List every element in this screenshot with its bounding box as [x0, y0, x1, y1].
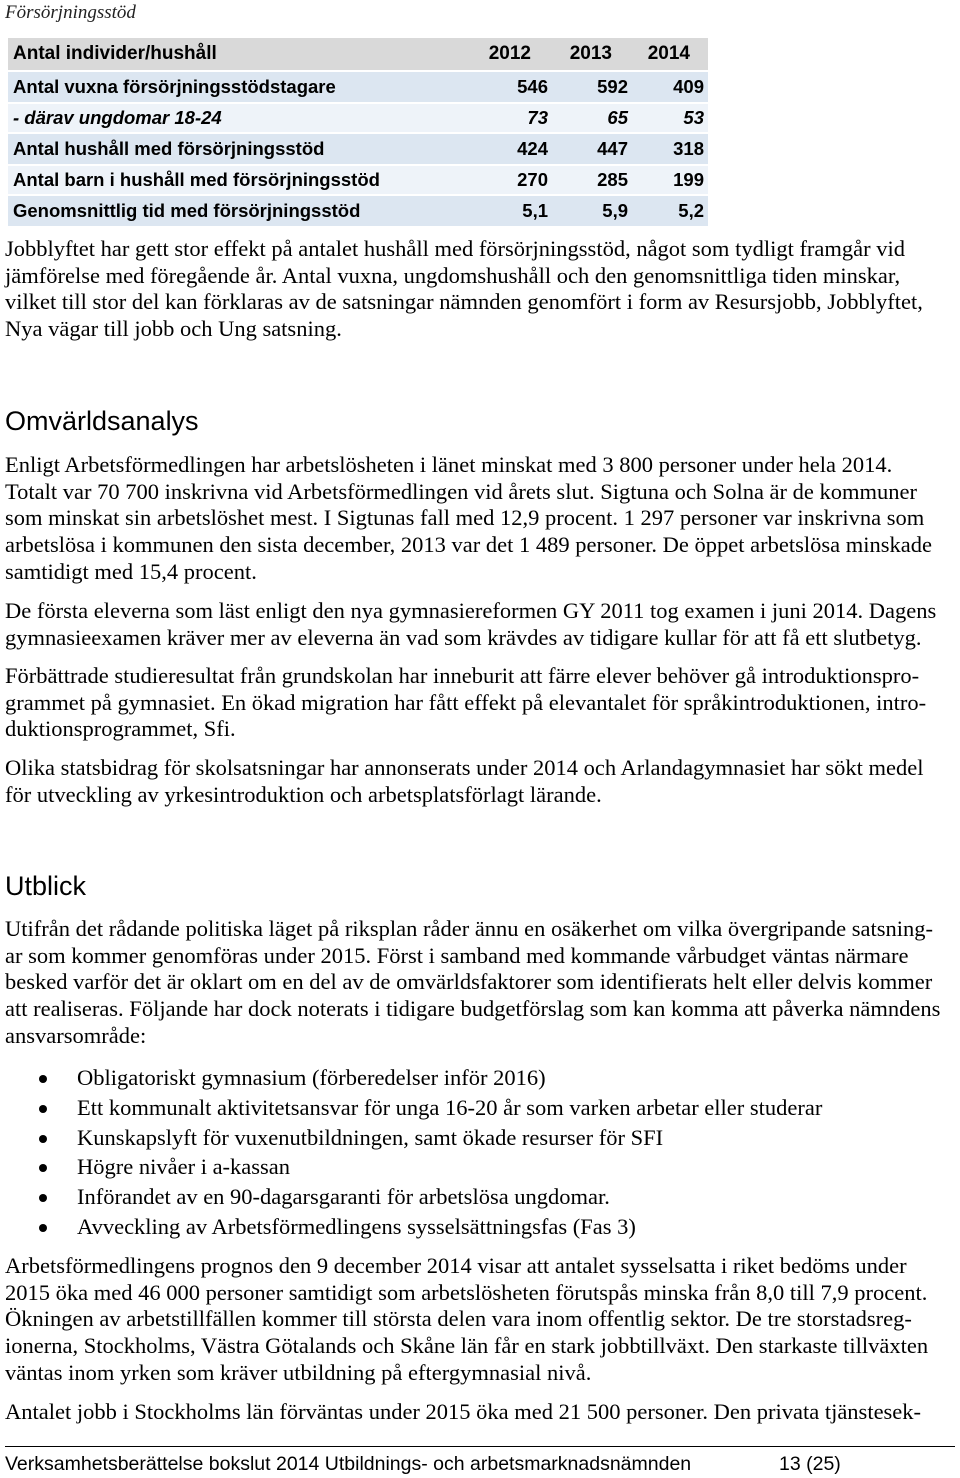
table-header-year: 2012: [488, 43, 531, 64]
omvarld-paragraph: [5, 663, 955, 743]
section-heading-omvarldsanalys: Omvärldsanalys: [5, 406, 199, 436]
utblick-paragraph: [5, 1253, 955, 1386]
list-item-text: Avveckling av Arbetsförmedlingens sysselsättningsfas (Fas 3): [77, 1213, 636, 1239]
paragraph-line: Ökningen av arbetstillfällen kommer till största delen vara inom offentlig sektor. De tre storstadsreg-: [5, 1306, 912, 1332]
paragraph-line: Antalet jobb i Stockholms län förväntas under 2015 öka med 21 500 personer. Den privata tjänstesek-: [5, 1399, 922, 1424]
list-item: [0, 1212, 960, 1242]
paragraph-line: Förbättrade studieresultat från grundskolan har inneburit att färre elever behöver gå introduktionspro-: [5, 663, 920, 688]
table-cell: 270: [517, 169, 548, 190]
table-row: [8, 166, 708, 196]
table-row-label: Antal vuxna försörjningsstödstagare: [13, 76, 336, 97]
table-cell: 318: [673, 138, 704, 159]
paragraph-line: Enligt Arbetsförmedlingen har arbetslösheten i länet minskat med 3 800 personer under hela 2014.: [5, 452, 893, 477]
paragraph-line: arbetslösa i kommunen den sista december, 2013 var det 1 489 personer. De öppet arbetslösa minskade: [5, 532, 932, 558]
list-item-text: Ett kommunalt aktivitetsansvar för unga 16-20 år som varken arbetar eller studerar: [77, 1094, 823, 1120]
paragraph-line: De första eleverna som läst enligt den nya gymnasiereformen GY 2011 tog examen i juni 2014. Dagens: [5, 598, 937, 623]
table-cell: 73: [527, 107, 548, 128]
utblick-paragraph: [5, 1399, 955, 1426]
table-cell: 5,1: [522, 200, 548, 221]
paragraph-line: som minskat sin arbetslöshet mest. I Sigtunas fall med 12,9 procent. 1 297 personer var inskrivna som: [5, 505, 925, 531]
bullet-icon: [39, 1194, 47, 1202]
list-item: [0, 1182, 960, 1212]
bullet-icon: [39, 1075, 47, 1083]
bullet-list: [0, 1063, 960, 1242]
list-item-text: Obligatoriskt gymnasium (förberedelser inför 2016): [77, 1065, 546, 1090]
table-row: [8, 196, 708, 226]
paragraph-line: ar som kommer genomföras under 2015. Först i samband med kommande vårbudget väntas närmare: [5, 942, 909, 968]
table-cell: 546: [517, 76, 548, 97]
paragraph-line: Totalt var 70 700 inskrivna vid Arbetsförmedlingen vid årets slut. Sigtuna och Solna är de kommuner: [5, 478, 918, 504]
paragraph-line: Utifrån det rådande politiska läget på riksplan råder ännu en osäkerhet om vilka övergripande satsning-: [5, 916, 934, 941]
paragraph-line: samtidigt med 15,4 procent.: [5, 558, 257, 584]
section-heading-utblick: Utblick: [5, 871, 87, 901]
list-item: [0, 1123, 960, 1153]
table-header-row: [8, 38, 708, 72]
omvarld-paragraph: [5, 755, 955, 808]
paragraph-line: Jobblyftet har gett stor effekt på antalet hushåll med försörjningsstöd, något som tydligt framgår vid: [5, 236, 906, 261]
income-support-table: [8, 38, 708, 226]
list-item: [0, 1152, 960, 1182]
table-cell: 5,9: [602, 200, 628, 221]
table-row-label: Antal hushåll med försörjningsstöd: [13, 138, 325, 159]
paragraph-line: besked varför det är oklart om en del av de omvärldsfaktorer som identifierats helt eller delvis kommer: [5, 969, 933, 995]
table-cell: 424: [517, 138, 548, 159]
table-cell: 409: [673, 76, 704, 97]
paragraph-line: väntas inom yrken som kräver utbildning på eftergymnasial nivå.: [5, 1359, 592, 1385]
list-item-text: Kunskapslyft för vuxenutbildningen, samt ökade resurser för SFI: [77, 1124, 664, 1150]
table-cell: 592: [597, 76, 628, 97]
bullet-icon: [39, 1105, 47, 1113]
paragraph-line: vilket till stor del kan förklaras av de satsningar nämnden genomfört i form av Resursjobb, Jobblyftet,: [5, 289, 923, 315]
table-cell: 53: [683, 107, 704, 128]
list-item-text: Högre nivåer i a-kassan: [77, 1154, 291, 1180]
utblick-paragraph: [5, 916, 955, 1049]
table-cell: 199: [673, 169, 704, 190]
omvarld-paragraph: [5, 452, 955, 585]
paragraph-line: Nya vägar till jobb och Ung satsning.: [5, 316, 342, 342]
paragraph-line: jämförelse med föregående år. Antal vuxna, ungdomshushåll och den genomsnittliga tiden minskar,: [5, 262, 901, 288]
table-cell: 5,2: [678, 200, 704, 221]
table-cell: 447: [597, 138, 628, 159]
bullet-icon: [39, 1224, 47, 1232]
paragraph-line: ansvarsområde:: [5, 1022, 147, 1048]
list-item: [0, 1093, 960, 1123]
running-header-title: Försörjningsstöd: [5, 2, 136, 23]
paragraph-line: att realiseras. Följande har dock noterats i tidigare budgetförslag som kan komma att påverka nämndens: [5, 996, 941, 1022]
paragraph-line: grammet på gymnasiet. En ökad migration har fått effekt på elevantalet för språkintroduktionen, intro-: [5, 689, 927, 715]
table-cell: 65: [607, 107, 628, 128]
table-row-label: - därav ungdomar 18-24: [13, 107, 222, 128]
bullet-icon: [39, 1164, 47, 1172]
paragraph-line: 2015 öka med 46 000 personer samtidigt som arbetslösheten förutspås minska från 8,0 till 7,9 procent.: [5, 1279, 928, 1305]
paragraph-line: Arbetsförmedlingens prognos den 9 december 2014 visar att antalet sysselsatta i riket bedöms under: [5, 1253, 907, 1278]
table-header-year: 2013: [569, 43, 612, 64]
bullet-icon: [39, 1135, 47, 1143]
table-row: [8, 104, 708, 134]
table-row: [8, 134, 708, 166]
list-item-text: Införandet av en 90-dagarsgaranti för arbetslösa ungdomar.: [77, 1184, 610, 1210]
paragraph-line: gymnasieexamen kräver mer av eleverna än vad som krävdes av tidigare kullar för att få ett slutbetyg.: [5, 624, 922, 650]
paragraph-line: Olika statsbidrag för skolsatsningar har annonserats under 2014 och Arlandagymnasiet har sökt medel: [5, 755, 924, 780]
table-header-label: Antal individer/hushåll: [13, 43, 217, 64]
paragraph-line: ionerna, Stockholms, Västra Götalands och Skåne län får en stark jobbtillväxt. Den starkaste tillväxten: [5, 1333, 929, 1359]
paragraph-line: duktionsprogrammet, Sfi.: [5, 716, 236, 742]
footer-divider: [5, 1446, 955, 1447]
intro-paragraph: [5, 236, 955, 343]
paragraph-line: för utveckling av yrkesintroduktion och arbetsplatsförlagt lärande.: [5, 781, 602, 807]
footer-document-title: Verksamhetsberättelse bokslut 2014 Utbildnings- och arbetsmarknadsnämnden: [5, 1453, 692, 1475]
table-row-label: Antal barn i hushåll med försörjningsstöd: [13, 169, 380, 190]
table-cell: 285: [597, 169, 628, 190]
table-header-year: 2014: [647, 43, 690, 64]
footer-page-number: 13 (25): [779, 1453, 841, 1475]
table-row-label: Genomsnittlig tid med försörjningsstöd: [13, 200, 361, 221]
table-row: [8, 72, 708, 104]
omvarld-paragraph: [5, 598, 955, 651]
list-item: [0, 1063, 960, 1093]
